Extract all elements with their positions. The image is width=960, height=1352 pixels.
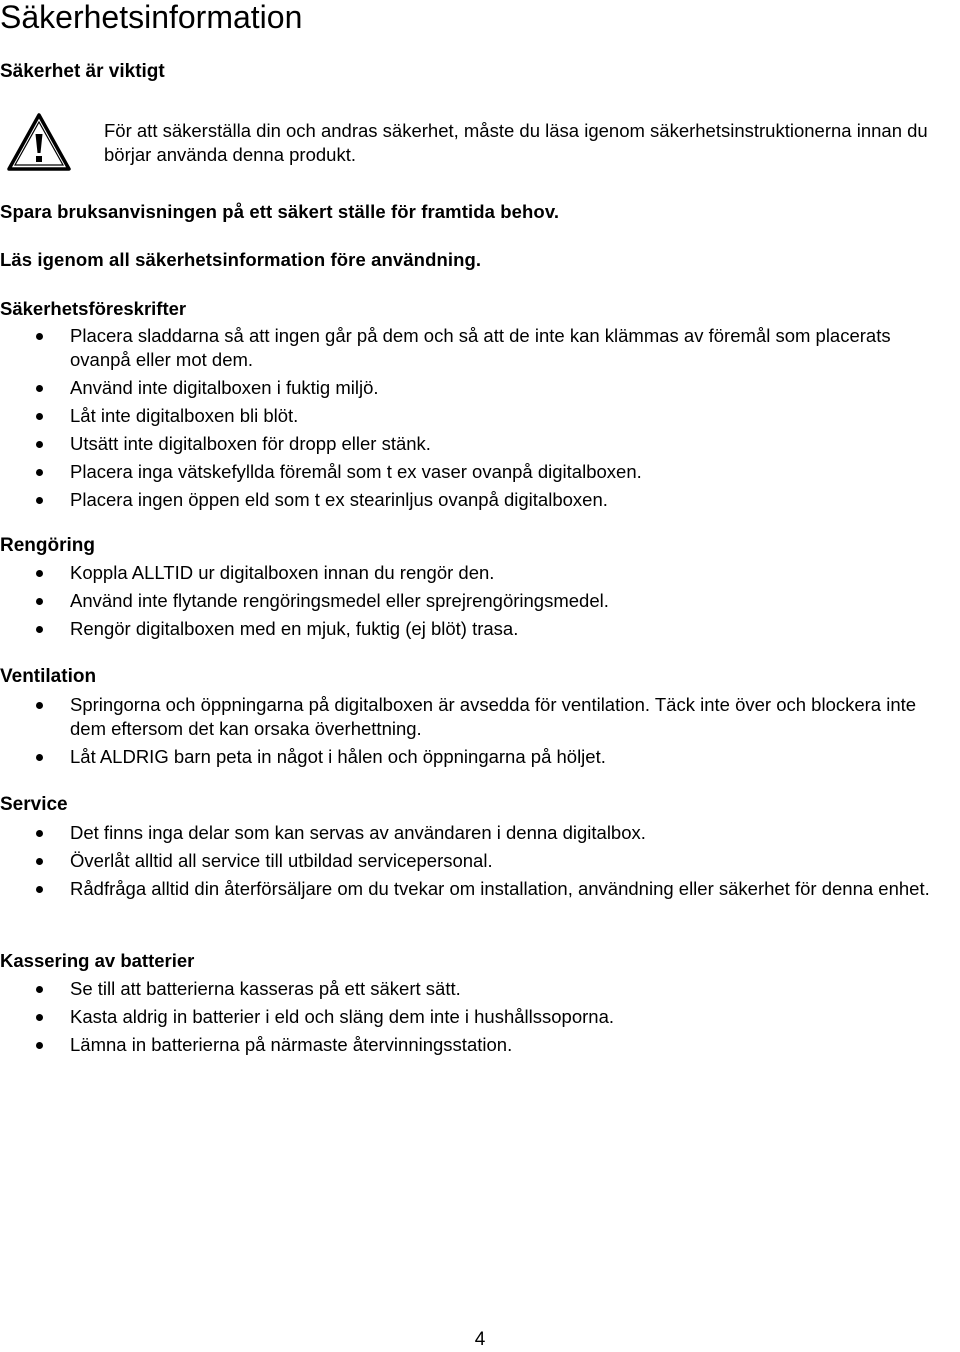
list-item: Rådfråga alltid din återförsäljare om du tvekar om installation, användning eller säkerhet för denna enhet. — [0, 877, 930, 901]
bullet-icon — [36, 702, 43, 709]
list-item: Lämna in batterierna på närmaste återvinningsstation. — [0, 1033, 930, 1057]
safety-rules-list — [0, 324, 930, 516]
bullet-icon — [36, 441, 43, 448]
section-heading-cleaning: Rengöring — [0, 535, 95, 556]
page-number: 4 — [474, 1329, 486, 1350]
page-title: Säkerhetsinformation — [0, 0, 303, 35]
section-heading-battery-disposal: Kassering av batterier — [0, 950, 195, 971]
bullet-icon — [36, 1042, 43, 1049]
list-item: Låt ALDRIG barn peta in något i hålen och öppningarna på höljet. — [0, 745, 930, 769]
list-item: Kasta aldrig in batterier i eld och släng dem inte i hushållssoporna. — [0, 1005, 930, 1029]
bullet-icon — [36, 858, 43, 865]
bullet-icon — [36, 469, 43, 476]
save-manual-note: Spara bruksanvisningen på ett säkert ställe för framtida behov. — [0, 201, 560, 222]
bullet-icon — [36, 754, 43, 761]
bullet-icon — [36, 333, 43, 340]
bullet-icon — [36, 886, 43, 893]
ventilation-list — [0, 693, 930, 773]
read-all-note: Läs igenom all säkerhetsinformation före användning. — [0, 249, 482, 270]
list-item: Överlåt alltid all service till utbildad servicepersonal. — [0, 849, 930, 873]
section-heading-ventilation: Ventilation — [0, 666, 97, 687]
list-item: Koppla ALLTID ur digitalboxen innan du rengör den. — [0, 561, 930, 585]
battery-disposal-list — [0, 977, 930, 1061]
bullet-icon — [36, 497, 43, 504]
list-item: Springorna och öppningarna på digitalboxen är avsedda för ventilation. Täck inte över och blockera inte dem eftersom det kan orsaka överhettning. — [0, 693, 930, 741]
bullet-icon — [36, 413, 43, 420]
important-heading: Säkerhet är viktigt — [0, 61, 165, 82]
bullet-icon — [36, 830, 43, 837]
list-item: Placera inga vätskefyllda föremål som t ex vaser ovanpå digitalboxen. — [0, 460, 930, 484]
service-list — [0, 821, 930, 905]
list-item: Det finns inga delar som kan servas av användaren i denna digitalbox. — [0, 821, 930, 845]
bullet-icon — [36, 986, 43, 993]
bullet-icon — [36, 570, 43, 577]
section-heading-safety-rules: Säkerhetsföreskrifter — [0, 298, 187, 319]
bullet-icon — [36, 1014, 43, 1021]
warning-triangle-icon — [6, 112, 72, 172]
list-item: Låt inte digitalboxen bli blöt. — [0, 404, 930, 428]
list-item: Placera ingen öppen eld som t ex stearinljus ovanpå digitalboxen. — [0, 488, 930, 512]
cleaning-list — [0, 561, 930, 645]
section-heading-service: Service — [0, 794, 68, 815]
list-item: Utsätt inte digitalboxen för dropp eller stänk. — [0, 432, 930, 456]
list-item: Placera sladdarna så att ingen går på dem och så att de inte kan klämmas av föremål som placerats ovanpå eller mot dem. — [0, 324, 930, 372]
list-item: Rengör digitalboxen med en mjuk, fuktig (ej blöt) trasa. — [0, 617, 930, 641]
list-item: Se till att batterierna kasseras på ett säkert sätt. — [0, 977, 930, 1001]
list-item: Använd inte digitalboxen i fuktig miljö. — [0, 376, 930, 400]
list-item: Använd inte flytande rengöringsmedel eller sprejrengöringsmedel. — [0, 589, 930, 613]
intro-text: För att säkerställa din och andras säkerhet, måste du läsa igenom säkerhetsinstruktionerna innan du börjar använda denna produkt. — [104, 120, 928, 165]
bullet-icon — [36, 626, 43, 633]
bullet-icon — [36, 385, 43, 392]
bullet-icon — [36, 598, 43, 605]
